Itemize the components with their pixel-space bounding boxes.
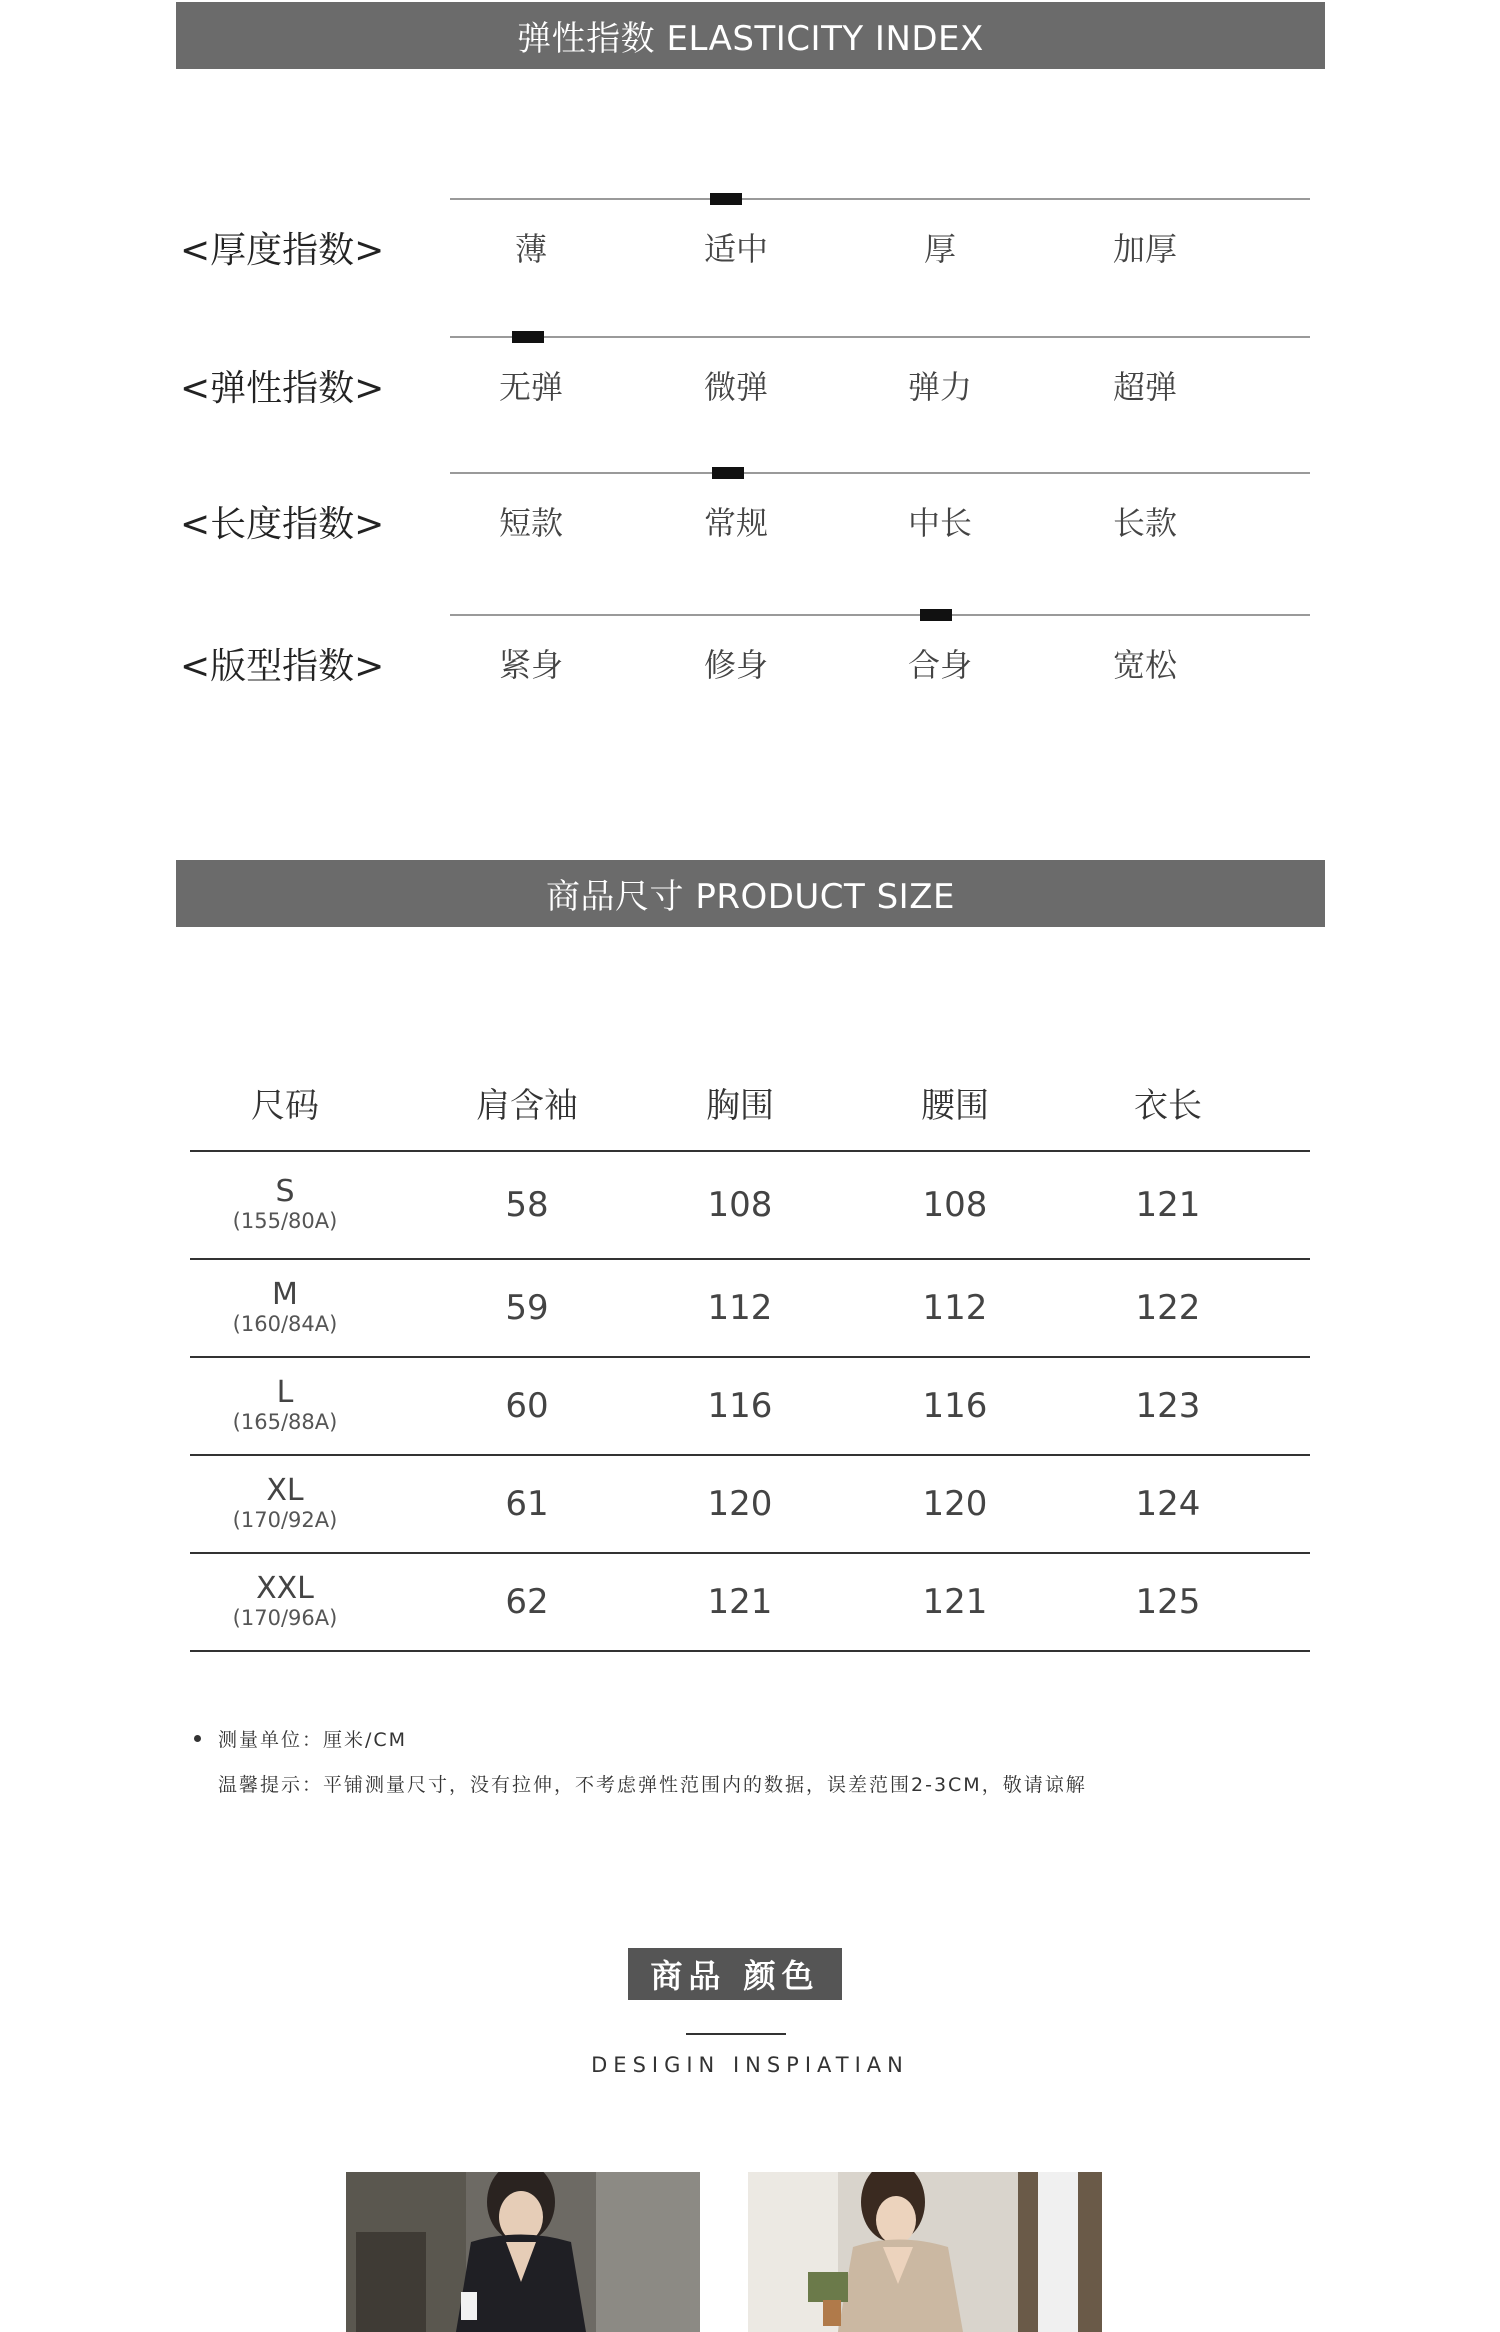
- value-cell: 121: [707, 1582, 773, 1622]
- index-option: 薄: [514, 230, 547, 268]
- size-spec: (170/96A): [232, 1606, 338, 1630]
- index-option: 适中: [703, 230, 768, 268]
- value-cell: 120: [707, 1484, 773, 1524]
- index-label: <长度指数>: [180, 504, 385, 545]
- value-cell: 108: [922, 1185, 988, 1225]
- size-label: M: [272, 1277, 298, 1312]
- value-cell: 61: [505, 1484, 549, 1524]
- index-scale-line: [450, 472, 1310, 474]
- value-cell: 123: [1135, 1386, 1201, 1426]
- index-option: 宽松: [1112, 646, 1177, 684]
- value-cell: 121: [1135, 1185, 1201, 1225]
- size-table-header: [190, 1055, 1310, 1152]
- header-cell: 胸围: [706, 1086, 774, 1126]
- index-marker: [920, 609, 952, 621]
- value-cell: 62: [505, 1582, 549, 1622]
- value-cell: 60: [505, 1386, 549, 1426]
- value-cell: 122: [1135, 1288, 1201, 1328]
- header-cell: 衣长: [1134, 1086, 1202, 1126]
- value-cell: 112: [707, 1288, 773, 1328]
- index-option: 合身: [907, 646, 972, 684]
- product-photo-black: [346, 2172, 700, 2332]
- value-cell: 121: [922, 1582, 988, 1622]
- index-scale-line: [450, 336, 1310, 338]
- index-option: 微弹: [703, 368, 768, 406]
- value-cell: 108: [707, 1185, 773, 1225]
- index-row: [0, 150, 1500, 270]
- value-cell: 116: [922, 1386, 988, 1426]
- size-cell: [185, 1456, 385, 1552]
- size-label: L: [276, 1375, 294, 1410]
- index-option: 中长: [907, 504, 972, 542]
- index-option: 加厚: [1112, 230, 1177, 268]
- table-row: [190, 1260, 1310, 1358]
- size-spec: (160/84A): [232, 1312, 338, 1336]
- size-cell: [185, 1152, 385, 1258]
- table-row: [190, 1358, 1310, 1456]
- elasticity-banner: [176, 2, 1325, 69]
- value-cell: 125: [1135, 1582, 1201, 1622]
- index-option: 厚: [923, 230, 956, 268]
- value-cell: 116: [707, 1386, 773, 1426]
- unit-note: 测量单位：厘米/CM: [218, 1729, 408, 1751]
- index-option: 弹力: [907, 368, 972, 406]
- table-row: [190, 1152, 1310, 1260]
- index-label: <厚度指数>: [180, 230, 385, 271]
- index-marker: [712, 467, 744, 479]
- index-label: <版型指数>: [180, 646, 385, 687]
- index-option: 常规: [703, 504, 768, 542]
- index-option: 紧身: [498, 646, 563, 684]
- elasticity-title: 弹性指数 ELASTICITY INDEX: [517, 19, 984, 59]
- index-row: [0, 566, 1500, 686]
- index-row: [0, 288, 1500, 408]
- size-cell: [185, 1260, 385, 1356]
- index-row: [0, 424, 1500, 544]
- value-cell: 59: [505, 1288, 549, 1328]
- header-cell: 肩含袖: [476, 1086, 578, 1126]
- size-label: XL: [266, 1473, 304, 1508]
- index-option: 修身: [703, 646, 768, 684]
- color-divider: [686, 2033, 786, 2035]
- bullet-dot: [194, 1735, 201, 1742]
- table-row: [190, 1456, 1310, 1554]
- value-cell: 58: [505, 1185, 549, 1225]
- index-option: 长款: [1112, 504, 1177, 542]
- header-cell: 腰围: [921, 1086, 989, 1126]
- size-label: XXL: [256, 1571, 314, 1606]
- index-scale-line: [450, 198, 1310, 200]
- size-spec: (165/88A): [232, 1410, 338, 1434]
- index-label: <弹性指数>: [180, 368, 385, 409]
- size-title: 商品尺寸 PRODUCT SIZE: [546, 877, 955, 917]
- color-subtitle: DESIGIN INSPIATIAN: [591, 2053, 909, 2077]
- size-cell: [185, 1358, 385, 1454]
- table-row: [190, 1554, 1310, 1652]
- size-table: [190, 1055, 1310, 1652]
- size-banner: [176, 860, 1325, 927]
- value-cell: 124: [1135, 1484, 1201, 1524]
- index-marker: [710, 193, 742, 205]
- product-photo-beige: [748, 2172, 1102, 2332]
- size-spec: (155/80A): [232, 1209, 338, 1233]
- tip-note: 温馨提示：平铺测量尺寸，没有拉伸，不考虑弹性范围内的数据，误差范围2-3CM，敬请谅解: [218, 1774, 1087, 1796]
- size-cell: [185, 1554, 385, 1650]
- header-cell: 尺码: [251, 1086, 319, 1126]
- value-cell: 112: [922, 1288, 988, 1328]
- size-label: S: [275, 1174, 295, 1209]
- color-title: 商品 颜色: [628, 1948, 842, 2000]
- index-option: 无弹: [498, 368, 563, 406]
- index-marker: [512, 331, 544, 343]
- value-cell: 120: [922, 1484, 988, 1524]
- index-option: 超弹: [1112, 368, 1177, 406]
- size-spec: (170/92A): [232, 1508, 338, 1532]
- index-option: 短款: [498, 504, 563, 542]
- index-scale-line: [450, 614, 1310, 616]
